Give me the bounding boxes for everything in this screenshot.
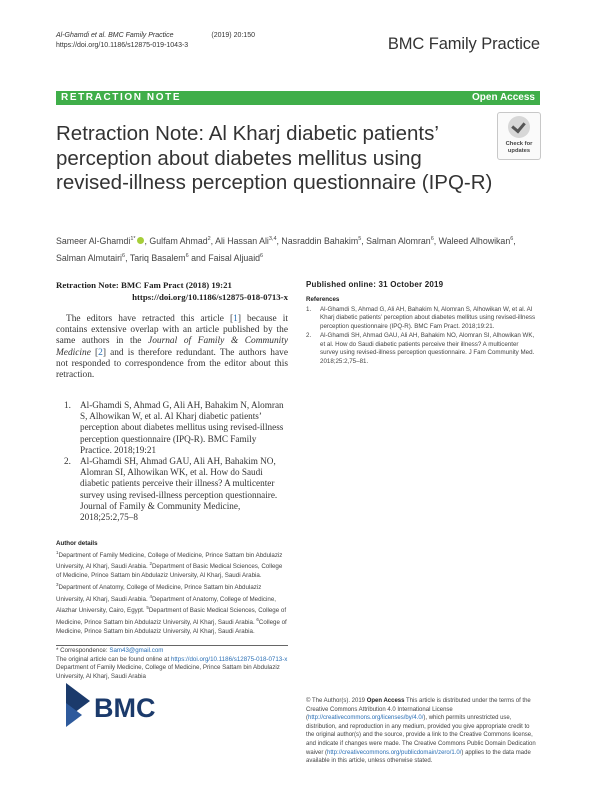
citation-link[interactable]: 1 xyxy=(233,314,238,324)
reference-number: 2. xyxy=(306,331,312,339)
bmc-logo-text: BMC xyxy=(94,693,156,723)
author-separator: , xyxy=(125,253,130,264)
reference-number: 2. xyxy=(64,456,71,467)
reference-number: 1. xyxy=(306,305,312,313)
author-name[interactable]: Salman Almutairi xyxy=(56,253,123,264)
author-name[interactable]: Faisal Aljuaid xyxy=(208,253,261,264)
citation-authors: Al-Ghamdi et al. xyxy=(56,32,107,39)
author-affiliation-marker: 2 xyxy=(207,236,211,242)
affiliation-number: 3 xyxy=(56,581,59,587)
license-part: This article is distributed under the terms of the Creative Commons Attribution 4.0 International License ( xyxy=(306,698,531,722)
author-name[interactable]: Nasraddin Bahakim xyxy=(281,235,359,246)
author-name[interactable]: Ali Hassan Ali xyxy=(215,235,269,246)
author-separator: , xyxy=(276,235,282,246)
body-text-part: The editors have retracted this article [ xyxy=(66,314,234,324)
correspondence-affiliation: Department of Family Medicine, College of Medicine, Prince Sattam bin Abdulaziz University, Al Kharj, Saudi Arabia xyxy=(56,664,280,681)
list-item xyxy=(56,400,288,456)
license-link[interactable]: http://creativecommons.org/licenses/by/4.0/ xyxy=(308,715,424,722)
license-link[interactable]: http://creativecommons.org/publicdomain/zero/1.0/ xyxy=(327,749,462,756)
license-part: ) applies to the data made available in this article, unless otherwise stated. xyxy=(306,749,531,765)
article-type-label: RETRACTION NOTE xyxy=(61,92,182,103)
citation-journal: BMC Family Practice xyxy=(108,32,174,39)
author-details xyxy=(56,540,288,637)
reference-text: Al-Ghamdi S, Ahmad G, Ali AH, Bahakim N, Alomran S, Alhowikan W, et al. Al Kharj diabetic patients’ perception about diabetes mellitus using revised-illness perception questionnaire (IPQ-R). BMC Family Practice. 2018;19:21 xyxy=(80,400,284,455)
journal-italic: Journal of Family & Community Medicine xyxy=(56,336,289,358)
references-section xyxy=(306,296,538,367)
affiliation-entry: Department of Anatomy, College of Medicine, Alazhar University, Cairo, Egypt. xyxy=(56,595,276,615)
retraction-citation xyxy=(56,280,288,303)
license-text xyxy=(306,697,538,766)
author-name[interactable]: Salman Alomran xyxy=(366,235,431,246)
citation-link[interactable]: 2 xyxy=(98,347,103,358)
correspondence-email[interactable]: Sam43@gmail.com xyxy=(109,647,164,654)
running-header xyxy=(56,31,255,50)
body-text-part: ] because it contains extensive overlap with an article published by the same authors in the xyxy=(56,314,288,347)
affiliation-number: 1 xyxy=(56,549,59,555)
orcid-icon[interactable] xyxy=(137,237,144,244)
reference-text: Al-Ghamdi SH, Ahmad GAU, Ali AH, Bahakim NO, Alomran SI, Alhowikan WK, et al. How do Saudi diabetic patients perceive their illness? A multicenter survey using revised-illness perception questionnaire. Journal of Family & Community Medicine, 2018;25:2,75–8 xyxy=(80,456,278,523)
article-title: Retraction Note: Al Kharj diabetic patients’ perception about diabetes mellitus using revised-illness perception questionnaire (IPQ-R) xyxy=(56,122,493,194)
reference-text: Al-Ghamdi S, Ahmad G, Ali AH, Bahakim N, Alomran S, Alhowikan W, et al. Al Kharj diabetic patients’ perception about diabetes mellitus using revised-illness perception questionnaire (IPQ-R). BMC Fam Pract. 2018;19:21. xyxy=(320,305,536,331)
author-affiliation-marker: 6 xyxy=(122,253,126,260)
journal-name: BMC Family Practice xyxy=(387,35,540,53)
affiliation-entry: Department of Basic Medical Sciences, College of Medicine, Prince Sattam bin Abdulaziz University, Al Kharj, Saudi Arabia. xyxy=(56,607,287,627)
copyright: © The Author(s). 2019 xyxy=(306,698,367,704)
list-item xyxy=(306,306,538,332)
author-name[interactable]: Sameer Al-Ghamdi xyxy=(56,235,131,246)
correspondence-label: * Correspondence: xyxy=(56,647,110,654)
author-separator: , xyxy=(210,235,216,246)
affiliation-number: 2 xyxy=(149,561,152,567)
reference-number: 1. xyxy=(64,400,71,410)
author-affiliation-marker: 3,4 xyxy=(268,236,277,242)
retraction-citation-line1: Retraction Note: BMC Fam Pract (2018) 19:21 xyxy=(56,280,232,290)
affiliation-number: 4 xyxy=(149,593,152,599)
license-part: ), which permits unrestricted use, distribution, and reproduction in any medium, provided you give appropriate credit to the original author(s) and the source, provide a link to the Creative Commons license, and indicate if changes were made. The Creative Commons Public Domain Dedication waiver ( xyxy=(306,715,536,756)
retraction-citation-doi[interactable]: https://doi.org/10.1186/s12875-018-0713-x xyxy=(132,291,288,302)
affiliation-entry: College of Medicine, Prince Sattam bin Abdulaziz University, Al Kharj, Saudi Arabia. xyxy=(56,619,287,635)
author-name[interactable]: Waleed Alhowikan xyxy=(438,235,511,246)
list-item xyxy=(306,332,538,367)
author-separator: , xyxy=(513,235,516,246)
affiliation-entry: Department of Anatomy, College of Medicine, Prince Sattam bin Abdulaziz University, Al Kharj, Saudi Arabia. xyxy=(56,584,262,603)
body-text-part: ] and is therefore redundant. The authors have not responded to correspondence from the editor about this retraction. xyxy=(56,347,288,381)
author-affiliation-marker: 6 xyxy=(430,236,434,242)
author-separator: , xyxy=(433,235,439,246)
author-details-heading: Author details xyxy=(56,540,98,547)
affiliation-entry: Department of Family Medicine, College of Medicine, Prince Sattam bin Abdulaziz University, Al Kharj, Saudi Arabia. xyxy=(56,551,283,571)
check-badge-line1: Check for xyxy=(505,141,533,147)
checkmark-icon xyxy=(508,116,530,138)
author-name[interactable]: Tariq Basalem xyxy=(129,253,186,264)
article-doi[interactable]: https://doi.org/10.1186/s12875-019-1043-3 xyxy=(56,41,189,49)
references-heading: References xyxy=(306,296,340,303)
list-item xyxy=(56,456,288,523)
reference-list xyxy=(56,400,288,523)
affiliation-text xyxy=(56,549,288,637)
correspondence-block xyxy=(56,647,288,682)
author-separator: and xyxy=(188,253,209,264)
divider xyxy=(56,645,288,646)
article-type-band xyxy=(56,91,540,105)
affiliation-entry: Department of Basic Medical Sciences, College of Medicine, Prince Sattam bin Abdulaziz University, Al Kharj, Saudi Arabia. xyxy=(56,563,283,580)
check-badge-line2: updates xyxy=(507,148,531,154)
author-separator: , xyxy=(144,235,150,246)
bmc-logo xyxy=(64,679,184,739)
original-article-label: The original article can be found online at xyxy=(56,655,171,663)
affiliation-number: 6 xyxy=(256,617,259,623)
author-list xyxy=(56,232,536,267)
retraction-body xyxy=(56,314,288,381)
body-text-part: [ xyxy=(90,347,99,358)
author-name[interactable]: Gulfam Ahmad xyxy=(149,235,208,246)
author-affiliation-marker: 6 xyxy=(185,253,189,260)
published-online: Published online: 31 October 2019 xyxy=(306,280,444,289)
author-separator: , xyxy=(361,235,367,246)
reference-text: Al-Ghamdi SH, Ahmad GAU, Ali AH, Bahakim NO, Alomran SI, Alhowikan WK, et al. How do Saudi diabetic patients perceive their illness? A multicenter survey using revised-illness perception questionnaire. J Fam Community Med. 2018;25:2,75–81. xyxy=(320,331,535,365)
check-for-updates-badge[interactable] xyxy=(497,112,541,160)
author-affiliation-marker: 6 xyxy=(260,253,264,260)
open-access-bold: Open Access xyxy=(366,698,405,704)
affiliation-number: 5 xyxy=(146,605,149,611)
author-affiliation-marker: 1* xyxy=(130,236,136,242)
author-affiliation-marker: 6 xyxy=(510,236,514,242)
citation-volume: (2019) 20:150 xyxy=(211,32,255,39)
original-article-link[interactable]: https://doi.org/10.1186/s12875-018-0713-x xyxy=(170,655,288,663)
open-access-label: Open Access xyxy=(472,92,535,103)
author-affiliation-marker: 5 xyxy=(358,236,362,242)
